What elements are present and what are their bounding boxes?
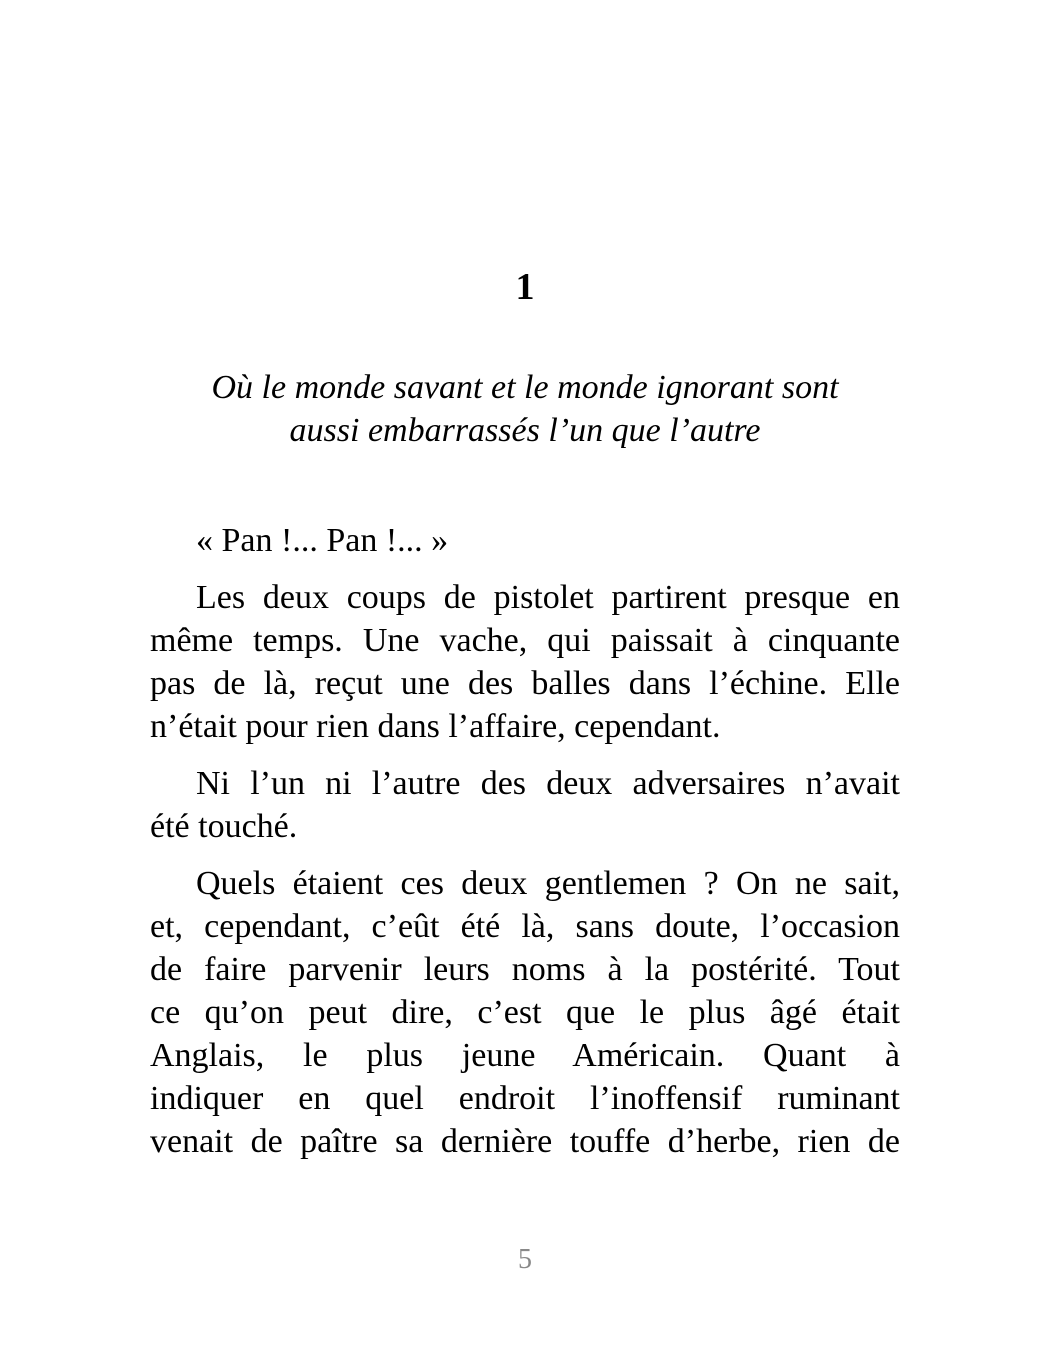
text-line: venait de paître sa dernière touffe d’herbe, rien de: [150, 1123, 900, 1160]
text-line: Ni l’un ni l’autre des deux adversaires n’avait: [196, 765, 900, 802]
text-line: ce qu’on peut dire, c’est que le plus âgé était: [150, 994, 900, 1031]
text-line: n’était pour rien dans l’affaire, cependant.: [150, 708, 721, 745]
page-number: 5: [518, 1244, 532, 1275]
text-line: de faire parvenir leurs noms à la postérité. Tout: [150, 951, 900, 988]
text-line: Quels étaient ces deux gentlemen ? On ne sait,: [196, 865, 900, 902]
text-line: Les deux coups de pistolet partirent presque en: [196, 579, 900, 616]
text-line: même temps. Une vache, qui paissait à cinquante: [150, 622, 900, 659]
text-line: « Pan !... Pan !... »: [196, 522, 449, 559]
text-line: été touché.: [150, 808, 298, 845]
chapter-title-line: Où le monde savant et le monde ignorant sont: [211, 369, 839, 406]
paragraph: [150, 519, 900, 562]
paragraph: [150, 762, 900, 848]
chapter-title-line: aussi embarrassés l’un que l’autre: [289, 412, 761, 449]
text-line: et, cependant, c’eût été là, sans doute, l’occasion: [150, 908, 900, 945]
chapter-number: 1: [515, 266, 535, 308]
paragraph: [150, 576, 900, 748]
text-line: Anglais, le plus jeune Américain. Quant à: [150, 1037, 900, 1074]
chapter-title: [150, 366, 900, 452]
body-text: [150, 519, 900, 1177]
text-line: pas de là, reçut une des balles dans l’échine. Elle: [150, 665, 900, 702]
text-line: indiquer en quel endroit l’inoffensif ruminant: [150, 1080, 900, 1117]
paragraph: [150, 862, 900, 1163]
